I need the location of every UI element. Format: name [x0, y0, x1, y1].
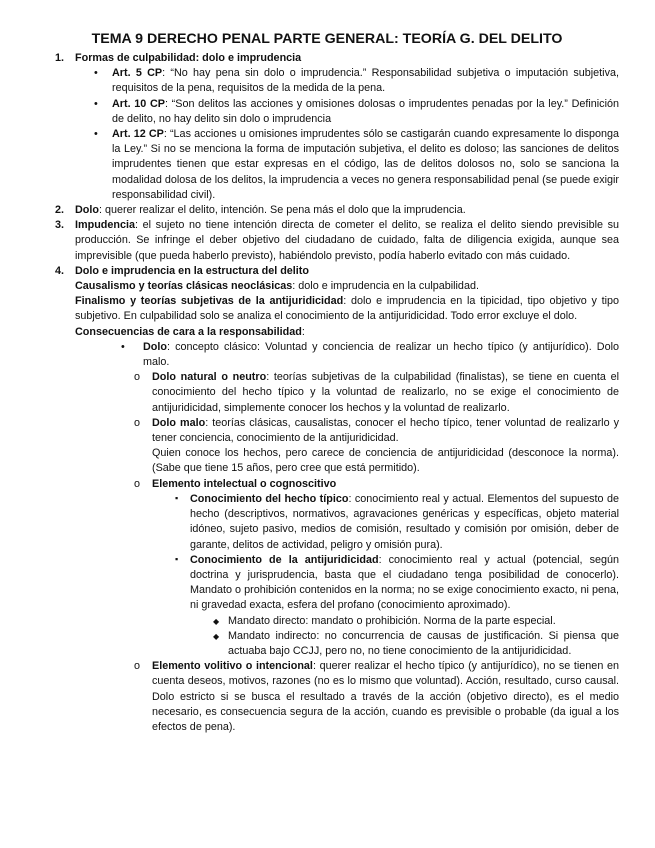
elemento-volitivo-label: Elemento volitivo o intencional — [152, 660, 313, 673]
art-10-label: Art. 10 CP — [112, 97, 165, 110]
causalismo-label: Causalismo y teorías clásicas neoclásicas — [75, 280, 293, 293]
circle-marker: o — [134, 416, 141, 429]
elemento-volitivo-text: : querer realizar el hecho típico (y antijurídico), no se tienen en cuenta deseos, motivos, razones (no es lo mismo que voluntad). Acción, resultado, curso causal. Dolo estricto si se busca el resultado a través de la acción (objetivo directo), es el medio necesario, es consecuencia segura de la acción, cuando es previsible o probable (da igual a los efectos de pena). — [152, 660, 619, 733]
conocimiento-antijuridicidad-item — [55, 553, 619, 614]
bullet-marker: • — [94, 128, 98, 141]
diamond-marker: ◆ — [213, 631, 220, 641]
art-5-item — [55, 66, 619, 96]
dolo-definition: : querer realizar el delito, intención. Se pena más el dolo que la imprudencia. — [99, 204, 466, 217]
diamond-marker: ◆ — [213, 616, 220, 626]
imprudencia-definition: : el sujeto no tiene intención directa de cometer el delito, se realiza el delito siendo previsible su producción. Se infringe el deber objetivo del ciudadano de cuidado, falta de diligencia exigida, aunque sea imprevisible (que pueda haberlo previsto), habiéndolo previsto, podía haberlo evitado con más cuidado. — [75, 219, 619, 262]
dolo-concept-text: : concepto clásico: Voluntad y conciencia de realizar un hecho típico (y antijurídico). Dolo malo. — [143, 340, 619, 369]
conocimiento-hecho-label: Conocimiento del hecho típico — [190, 492, 349, 505]
finalismo-paragraph — [55, 294, 619, 324]
elemento-volitivo-item — [55, 659, 619, 735]
section-1-number: 1. — [55, 52, 65, 64]
art-5-label: Art. 5 CP — [112, 67, 163, 80]
art-10-text: : “Son delitos las acciones y omisiones dolosas o imprudentes penadas por la ley.” Definición de delito, no hay delito sin dolo o imprudencia — [112, 97, 619, 125]
consecuencias-label: Consecuencias de cara a la responsabilidad — [75, 325, 302, 338]
dolo-term: Dolo — [75, 204, 99, 217]
circle-marker: o — [134, 660, 141, 673]
art-12-label: Art. 12 CP — [112, 128, 164, 141]
elemento-intelectual-item — [55, 477, 619, 492]
causalismo-paragraph — [55, 279, 619, 294]
section-2 — [55, 203, 619, 218]
art-5-text: : “No hay pena sin dolo o imprudencia.” Responsabilidad subjetiva o imputación subjetiva, requisitos de la pena, requisitos de la medida de la pena. — [112, 67, 619, 95]
dolo-malo-extra: Quien conoce los hechos, pero carece de conciencia de antijuridicidad (desconoce la norma). (Sabe que tiene 15 años, pero cree que está permitido). — [152, 447, 619, 475]
consecuencias-colon: : — [301, 325, 305, 338]
bullet-marker: • — [121, 340, 125, 353]
document-title: TEMA 9 DERECHO PENAL PARTE GENERAL: TEORÍA G. DEL DELITO — [91, 31, 563, 47]
art-12-item — [55, 127, 619, 203]
section-4-heading: Dolo e imprudencia en la estructura del delito — [75, 264, 309, 277]
art-12-text: : “Las acciones u omisiones imprudentes sólo se castigarán cuando expresamente lo disponga la Ley.” Si no se menciona la forma de imputación subjetiva, el delito es doloso; las sanciones de delitos imprudentes tienen que estar expresas en el código, las de delitos dolosos no, solo se sanciona la modalidad dolosa de los delitos, la imprudencia a veces no genera responsabilidad penal (se puede exigir responsabilidad civil). — [112, 128, 619, 201]
mandato-indirecto-text: Mandato indirecto: no concurrencia de causas de justificación. Si piensa que actuaba bajo CCJJ, pero no, no tiene conocimiento de la antijuridicidad. — [228, 629, 619, 657]
conocimiento-antijuridicidad-label: Conocimiento de la antijuridicidad — [190, 553, 379, 566]
section-3 — [55, 218, 619, 264]
finalismo-label: Finalismo y teorías subjetivas de la antijuridicidad — [75, 295, 344, 308]
bullet-marker: • — [94, 67, 98, 80]
section-1-heading: Formas de culpabilidad: dolo e imprudencia — [75, 52, 302, 64]
section-3-number: 3. — [55, 219, 65, 232]
dolo-malo-item — [55, 416, 619, 446]
dolo-natural-label: Dolo natural o neutro — [152, 371, 267, 384]
circle-marker: o — [134, 371, 141, 384]
mandato-directo-text: Mandato directo: mandato o prohibición. Norma de la parte especial. — [228, 614, 556, 627]
mandato-indirecto-item — [55, 629, 619, 659]
dolo-malo-text: : teorías clásicas, causalistas, conocer el hecho típico, tener voluntad de realizarlo y tener conciencia, conocimiento de la antijuridicidad. — [152, 416, 620, 445]
causalismo-text: : dolo e imprudencia en la culpabilidad. — [292, 280, 479, 293]
section-1 — [55, 51, 619, 66]
dolo-concept-item — [55, 340, 619, 370]
conocimiento-hecho-text: : conocimiento real y actual. Elementos del supuesto de hecho (descriptivos, normativos, agravaciones genéricas y específicas, objeto material idóneo, sujeto pasivo, medios de comisión, resultado y comisión por omisión, deber de garante, delitos de actividad, peligro y omisión pura). — [190, 492, 619, 551]
art-10-item — [55, 97, 619, 127]
circle-marker: o — [134, 477, 141, 490]
square-marker: ▪ — [175, 492, 179, 503]
dolo-malo-label: Dolo malo — [152, 416, 206, 429]
mandato-directo-item — [55, 614, 619, 629]
section-4-number: 4. — [55, 264, 65, 277]
bullet-marker: • — [94, 97, 98, 110]
elemento-intelectual-label: Elemento intelectual o cognoscitivo — [152, 477, 337, 490]
conocimiento-hecho-item — [55, 492, 619, 553]
conocimiento-antijuridicidad-text: : conocimiento real y actual (potencial, según doctrina y jurisprudencia, basta que el ciudadano tenga posibilidad de conocerlo). Mandato o prohibición contenidos en la norma; no se exige conocimiento exacto, ni pena, ni gravedad exacta, esfera del profano (conocimiento aproximado). — [190, 553, 619, 612]
dolo-concept-label: Dolo — [143, 340, 167, 353]
square-marker: ▪ — [175, 553, 179, 564]
finalismo-text: : dolo e imprudencia en la tipicidad, tipo objetivo y tipo subjetivo. En culpabilidad solo se analiza el conocimiento de la antijuridicidad. Todo error excluye el dolo. — [75, 295, 619, 323]
imprudencia-term: Impudencia — [75, 219, 135, 232]
dolo-natural-text: : teorías subjetivas de la culpabilidad (finalistas), se tiene en cuenta el conocimiento del hecho típico y la voluntad de realizarlo, no se exige el conocimiento de antijuridicidad, simplemente conocer los hechos y la voluntad de realizarlo. — [152, 371, 619, 414]
consecuencias-paragraph — [55, 325, 619, 340]
section-4 — [55, 264, 619, 279]
dolo-natural-item — [55, 370, 619, 416]
section-2-number: 2. — [55, 204, 65, 217]
